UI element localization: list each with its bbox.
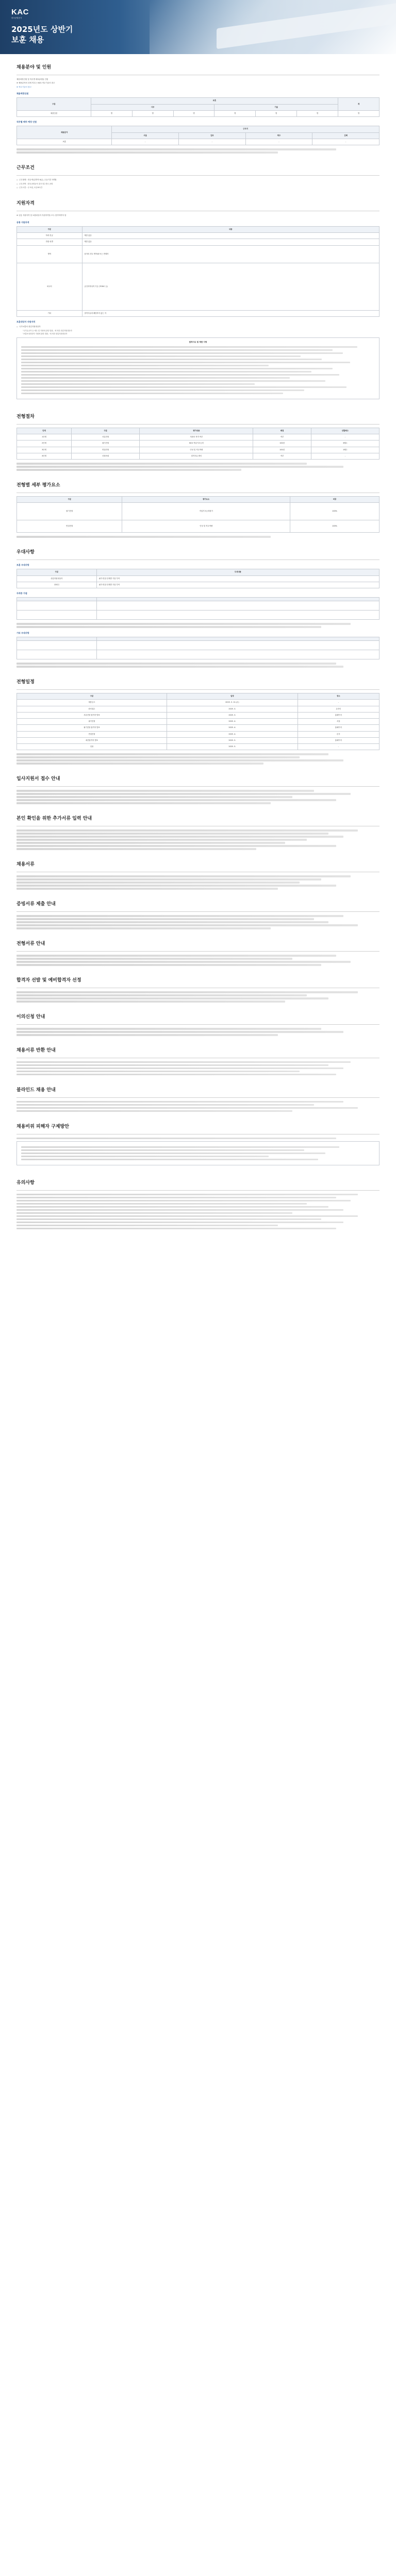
text-line [16,799,336,801]
section-recruitment [16,54,380,154]
text-line [16,148,336,150]
section-title: 이의신청 안내 [16,1014,380,1025]
table-cell: 명 [297,110,338,116]
text-line [21,346,357,348]
table-header: 사무 [91,104,214,110]
text-line [21,362,350,364]
table-cell: 학력·전공 [17,233,82,239]
section-title: 전형절차 [16,414,380,425]
text-line [16,753,328,755]
text-line [16,802,271,804]
text-line [16,964,321,966]
section-title: 유의사항 [16,1180,380,1191]
table-cell: 2025. 4. [167,731,298,737]
section-notes [16,1170,380,1229]
text-line [16,1203,307,1205]
text-line [16,1101,343,1103]
table-header: 서울 [112,132,179,139]
box-title: 결격사유 및 제한 사항 [189,341,207,344]
table-cell: 명 [338,110,380,116]
text-line [16,1209,343,1211]
text-line [16,1074,336,1076]
notice-line: ※ 공통 지원자격 및 보훈대상자 지원자격을 모두 충족하여야 함 [16,214,67,217]
table-cell: 취업지원대상자 [17,575,97,582]
table-cell: 명 [214,110,256,116]
section-title: 채용서류 반환 안내 [16,1047,380,1058]
other-preference-table [16,637,380,659]
table-cell: 본사 [298,731,379,737]
text-line [16,1034,278,1036]
table-cell: 100점 [253,440,311,447]
table-header: 배점 [253,428,311,434]
remedy-box [16,1141,380,1165]
table-cell: 직업기초능력평가 [122,503,290,520]
text-line [16,759,343,761]
table-cell: 제한 없음 [82,233,379,239]
table-header: 단계 [17,428,72,434]
table-cell: 채용인원 [17,110,91,116]
table-cell: 1단계 [17,434,72,440]
jd-link[interactable]: ※ 직무기술서 참고 [16,86,31,88]
table-cell: 원서접수 [17,706,167,712]
table-cell: 2025. 3. 12.(수) [167,700,298,706]
text-line [16,796,292,798]
table-cell: - [311,453,379,459]
table-header: 구분 [17,98,91,111]
table-header: 구분 [17,693,167,700]
table-header [17,637,97,641]
text-line [21,1156,269,1158]
text-line [16,878,321,880]
table-cell: 4단계 [17,453,72,459]
table-cell: 지원서 적격 여부 [140,434,253,440]
notice-line: ※ 채용분야의 상세 직무는 NCS 직무기술서 참고 [16,82,55,84]
text-line [16,848,256,850]
table-cell: 2025. 3. [167,706,298,712]
sub-title: 자격증 가점 [16,592,27,595]
text-line [16,663,336,665]
table-header: 구분 [17,497,122,503]
table-cell: 3배수 [311,440,379,447]
main-content [0,54,396,1229]
text-line [21,365,269,367]
table-cell: 필기·면접 단계별 가점 부여 [96,575,379,582]
table-header: 기술 [214,104,338,110]
table-cell [96,601,379,611]
text-line [16,1071,300,1073]
disqualification-box [16,337,380,399]
text-line [16,666,343,668]
section-preferences [16,539,380,667]
text-line [16,836,343,838]
table-header [96,598,379,601]
section-title: 합격자 선발 및 예비합격자 선정 [16,977,380,988]
text-line [16,927,271,929]
text-line [16,1218,321,1221]
text-line [21,393,283,395]
table-caption: 채용예정인원 [16,92,29,95]
text-line [16,918,314,920]
text-line [16,1028,321,1030]
text-line [21,349,333,351]
table-cell: 2단계 [17,440,72,447]
table-cell: - [178,139,245,145]
table-cell: 2025. 3. [167,712,298,718]
table-cell: 명 [173,110,214,116]
kac-logo [11,8,29,20]
text-line [16,924,358,926]
text-line [16,536,271,538]
dash-item: 「국가유공자 등 예우 및 지원에 관한 법률」에 의한 취업지원대상자 [22,329,72,332]
bullet-item: ○ 국가보훈처 취업지원대상자 [16,326,380,328]
section-title: 전형서류 안내 [16,941,380,952]
table-cell: 기타 [17,310,82,316]
text-line [21,374,339,376]
hero-banner [0,0,396,54]
text-line [21,359,322,361]
text-line [16,1197,336,1199]
text-line [21,368,333,370]
section-schedule [16,669,380,765]
table-header: 선발배수 [311,428,379,434]
table-cell: 채용공고 [17,700,167,706]
table-cell: 결격사유 확인 [140,453,253,459]
table-cell: 서류전형 합격자 발표 [17,712,167,718]
text-line [21,377,290,379]
table-cell: - [298,700,379,706]
table-header: 내용 [82,226,379,232]
table-cell: - [298,744,379,750]
section-title: 전형별 세부 평가요소 [16,482,380,493]
table-cell: 100% [290,520,380,533]
text-line [16,875,351,877]
table-cell: - [312,139,380,145]
text-line [16,958,292,960]
text-line [16,845,336,847]
text-line [16,1228,336,1230]
section-work-conditions [16,155,380,189]
text-line [16,463,307,465]
text-line [16,626,321,628]
text-line [21,1159,318,1161]
table-header [96,637,379,641]
text-line [16,762,263,765]
table-cell: 3단계 [17,447,72,453]
common-qualification-table [16,226,380,317]
schedule-table [16,693,380,750]
text-line [16,915,343,917]
table-cell: 2025. 5. [167,744,298,750]
section-title: 우대사항 [16,549,380,560]
table-cell: - [311,434,379,440]
table-cell: 서울 [298,719,379,725]
preference-table [16,569,380,588]
table-cell: 인성 및 직무역량 [140,447,253,453]
table-cell: 100점 [253,447,311,453]
text-line [16,1225,278,1227]
text-line [21,383,255,385]
table-cell: 적부 [253,453,311,459]
table-cell: 홈페이지 [298,737,379,743]
recruitment-table [16,97,380,117]
table-cell: 공인어학성적 기준 (TOEIC 등) [82,263,379,310]
dash-item: 「보훈보상대상자 지원에 관한 법률」에 의한 취업지원대상자 [22,333,68,335]
table-header: 구분 [72,428,140,434]
text-line [16,1001,285,1003]
bullet-item: ○ 근무시간 : 주 5일, 1일 8시간 [16,187,380,189]
table-caption: 직무별 배치 예정 인원 [16,121,37,124]
text-line [16,961,351,963]
text-line [16,842,285,844]
table-cell: 신원조회 [72,453,140,459]
sub-title: 기타 우대사항 [16,631,29,634]
table-cell: 1배수 [311,447,379,453]
section-title: 본인 확인을 위한 추가서류 입력 안내 [16,816,380,826]
table-cell: 결격사유에 해당하지 않는 자 [82,310,379,316]
section-title: 채용비위 피해자 구제방안 [16,1124,380,1134]
table-cell: 면접전형 [72,447,140,453]
table-header: 근무지 [112,126,380,132]
table-cell: 2025. 4. [167,725,298,731]
sub-title: 보훈 우대사항 [16,564,29,567]
table-cell: 홈페이지 [298,725,379,731]
text-line [21,1146,339,1148]
placement-table [16,126,380,145]
section-qualifications [16,190,380,399]
page-title-line1: 2025년도 상반기 [11,25,73,34]
table-cell: 임용 [17,744,167,750]
table-cell: 필기전형 [72,440,140,447]
notice-line: 채용예정인원 및 직무별 배치(예정) 인원 [16,78,48,80]
table-cell: 장애인 [17,582,97,588]
section-id-verification [16,805,380,850]
text-line [16,991,358,993]
table-cell [17,611,97,620]
section-screening-docs [16,930,380,965]
table-cell [17,650,97,659]
evaluation-table [16,496,380,533]
table-cell [17,601,97,611]
text-line [16,1215,358,1217]
text-line [16,756,300,758]
text-line [16,1138,336,1140]
table-cell: - [112,139,179,145]
table-header [17,598,97,601]
section-blind-hiring [16,1077,380,1112]
certificate-table [16,597,380,620]
text-line [16,1222,343,1224]
section-title: 입사지원서 접수 안내 [16,776,380,787]
table-cell: 제한 없음 [82,239,379,245]
text-line [21,389,304,392]
table-cell: 적부 [253,434,311,440]
table-cell: 2025. 5. [167,737,298,743]
section-title: 근무조건 [16,165,380,176]
text-line [16,623,351,625]
text-line [21,352,343,354]
table-cell [96,611,379,620]
text-line [21,371,311,373]
section-final-selection [16,967,380,1002]
table-cell: 필기전형 [17,719,167,725]
table-header: 평가내용 [140,428,253,434]
table-cell: 명 [256,110,297,116]
text-line [16,469,241,471]
kac-logo-mark: KAC [11,8,29,16]
sub-title: 공통 지원자격 [16,221,29,224]
table-cell: 병역 [17,245,82,263]
table-cell: 홈페이지 [298,712,379,718]
table-cell: 2025. 4. [167,719,298,725]
bullet-item: ○ 근무지역 : 한국공항공사 본사 및 전국 공항 [16,183,380,185]
table-header: 일정 [167,693,298,700]
table-cell: 최종합격자 발표 [17,737,167,743]
table-cell: 남자의 경우 병역필 또는 면제자 [82,245,379,263]
text-line [21,355,301,358]
table-cell: 인성 및 직무역량 [122,520,290,533]
section-title: 채용서류 [16,861,380,872]
text-line [16,793,351,795]
text-line [16,882,300,884]
text-line [16,955,336,957]
section-remedy [16,1113,380,1165]
text-line [16,1110,292,1112]
table-header: 우대내용 [96,569,379,575]
text-line [16,1212,292,1214]
table-cell: 100% [290,503,380,520]
table-header: 채용분야 [17,126,112,139]
text-line [16,1206,328,1208]
section-selection-process [16,403,380,471]
text-line [16,790,314,792]
table-header: 평가요소 [122,497,290,503]
text-line [16,839,307,841]
text-line [16,833,328,835]
section-evaluation [16,472,380,538]
text-line [16,921,328,923]
text-line [21,1153,325,1155]
text-line [16,888,278,890]
page-title-line2: 보훈 채용 [11,35,44,44]
table-cell [96,641,379,650]
section-title: 전형일정 [16,679,380,690]
text-line [16,466,343,468]
text-line [21,380,325,382]
text-line [16,1031,343,1033]
page-title [11,25,73,45]
text-line [16,994,307,996]
table-cell [17,641,97,650]
table-header: 김해 [312,132,380,139]
selection-process-table [16,428,380,460]
text-line [16,997,328,999]
table-cell: 명 [91,110,132,116]
text-line [16,151,278,154]
table-cell: 외국어 [17,263,82,310]
text-line [16,1107,358,1109]
table-cell: - [245,139,312,145]
text-line [21,1149,304,1151]
table-header: 보훈 [91,98,338,104]
sub-title: 보훈대상자 지원자격 [16,320,36,323]
section-title: 채용분야 및 인원 [16,64,380,75]
text-line [16,1067,343,1070]
kac-logo-sub: 한국공항공사 [11,17,22,19]
text-line [16,885,336,887]
table-cell: 필기·면접 단계별 가점 부여 [96,582,379,588]
table-header: 제주 [245,132,312,139]
table-header: 구분 [17,226,82,232]
table-cell: 필기전형 [17,503,122,520]
table-header: 장소 [298,693,379,700]
section-document-return [16,1037,380,1075]
section-documents [16,851,380,889]
table-cell: 온라인 [298,706,379,712]
text-line [16,1064,328,1066]
section-title: 지원자격 [16,200,380,211]
table-cell: 필기전형 합격자 발표 [17,725,167,731]
table-cell: 서류전형 [72,434,140,440]
text-line [21,386,346,388]
section-objection [16,1004,380,1036]
section-proof-documents [16,891,380,929]
table-cell: 면접전형 [17,731,167,737]
text-line [16,1061,351,1063]
table-header: 구분 [17,569,97,575]
text-line [16,829,358,832]
table-cell: 연령·성별 [17,239,82,245]
table-cell: 보훈 [17,139,112,145]
table-cell: 명 [132,110,173,116]
table-cell [96,650,379,659]
bullet-item: ○ 근무형태 : 정규직(일반직 6급), 수습기간 3개월 [16,179,380,181]
table-cell: 면접전형 [17,520,122,533]
text-line [16,1200,351,1202]
table-header: 계 [338,98,380,111]
section-title: 블라인드 채용 안내 [16,1087,380,1098]
section-application [16,766,380,804]
text-line [16,1104,314,1106]
table-header: 김포 [178,132,245,139]
table-header: 비중 [290,497,380,503]
text-line [16,1194,358,1196]
section-title: 증빙서류 제출 안내 [16,901,380,912]
table-cell: NCS 직업기초능력 [140,440,253,447]
